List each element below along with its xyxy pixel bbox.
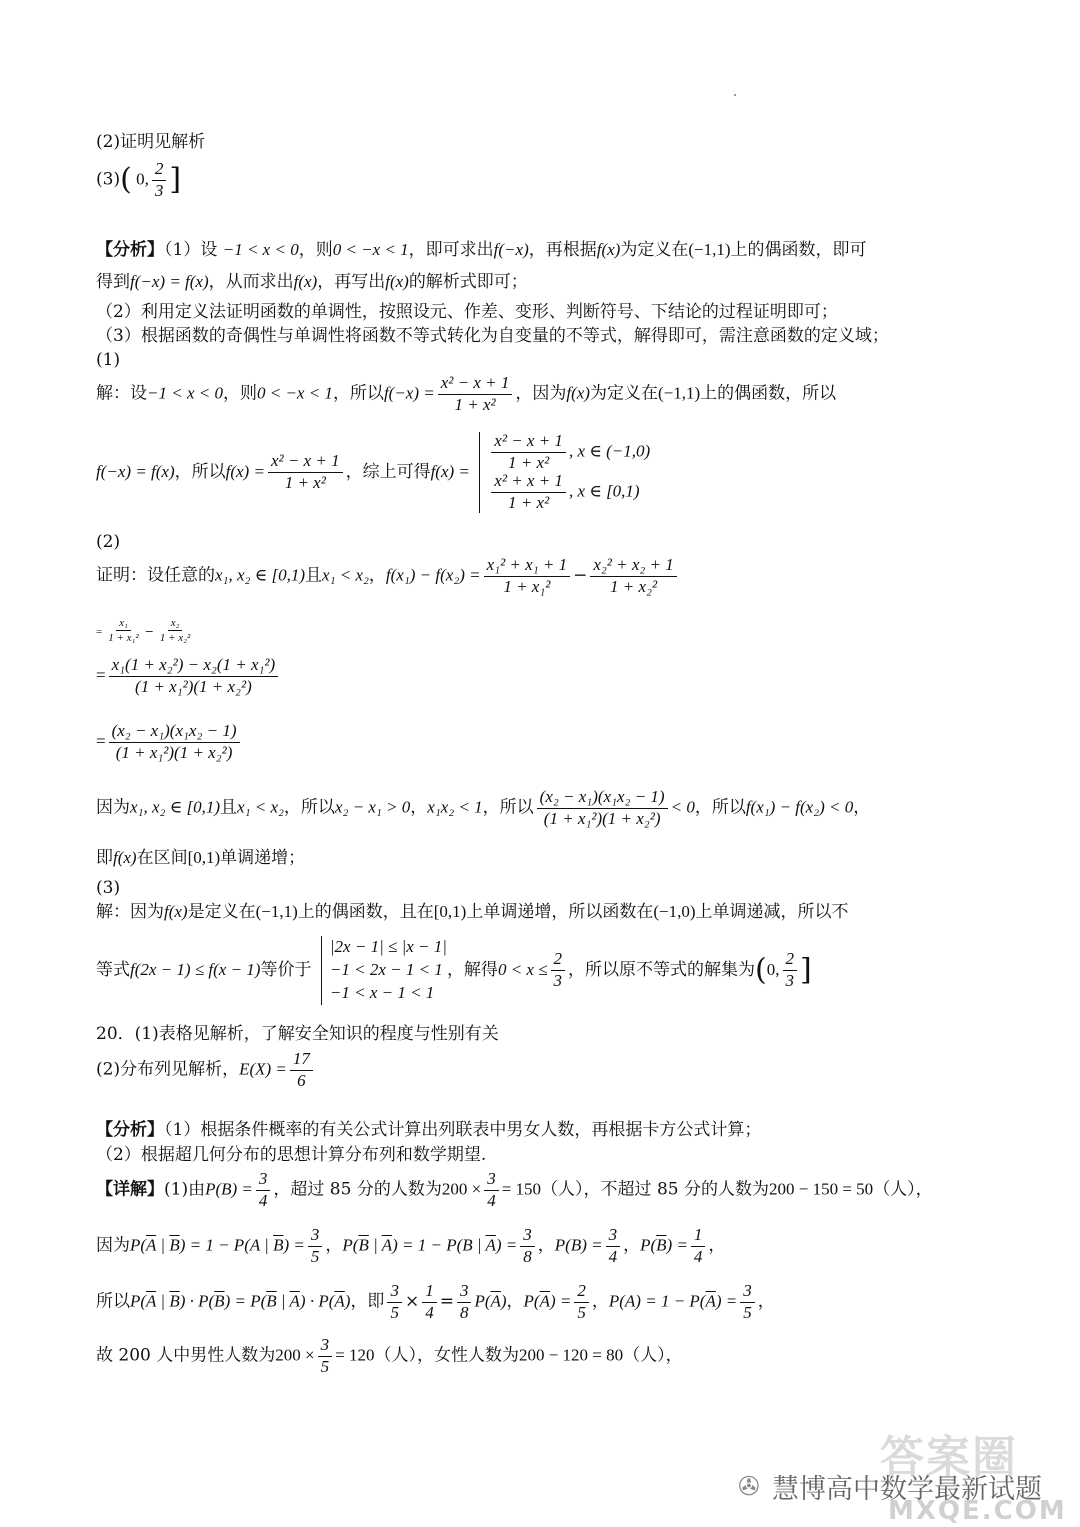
piecewise-brace: $\frac{\text{x² − x + 1}}{\text{1 + x²}}$ , x ∈ (−1,0) $\frac{\text{x² + x + 1}}{\text{1 + x²}}$ , x ∈ [0,1): [479, 432, 650, 513]
detail-20-line1: 【详解】(1)由P(B) = $\frac{3}{4}$ ，超过 85 分的人数为200 × $\frac{3}{4}$ = 150（人），不超过 85 分的人数为200 − 150 = 50（人），: [96, 1169, 933, 1210]
detail-20-line4: 故 200 人中男性人数为200 × $\frac{3}{5}$ = 120（人），女性人数为200 − 120 = 80（人），: [96, 1335, 683, 1376]
answer-20-part1: 20．(1)表格见解析，了解安全知识的程度与性别有关: [96, 1024, 499, 1044]
answer-19-part3: (3)( 0, $\frac{2}{3}$ ]: [96, 159, 182, 200]
answer-19-part2: (2)证明见解析: [96, 132, 206, 152]
analysis-19-line2: 得到f(−x) = f(x)，从而求出f(x)，再写出f(x)的解析式即可；: [96, 272, 528, 292]
analysis-20-line2: （2）根据超几何分布的思想计算分布列和数学期望.: [96, 1145, 487, 1165]
watermark: [738, 1432, 1068, 1526]
sol1-line2: f(−x) = f(x)，所以f(x) = $\frac{\text{x² − x + 1}}{\text{1 + x²}}$ ，综上可得f(x) = $\frac{\text{x² − x + 1}}{\text{1 + x²}}$ , x ∈ (−1,0) $\frac{\text{x² + x + 1}}{\text{1 + x²}}$ , x ∈ [0,1): [96, 431, 651, 513]
sol2-label: (2): [96, 532, 121, 552]
sol3-line1: 解：因为f(x)是定义在(−1,1)上的偶函数，且在[0,1)上单调递增，所以函数在(−1,0)上单调递减，所以不: [96, 902, 849, 922]
sol1-line1: 解：设−1 < x < 0，则0 < −x < 1，所以f(−x) = $\frac{\text{x² − x + 1}}{\text{1 + x²}}$ ，因为f(x)为定义在(−1,1)上的偶函数，所以: [96, 373, 837, 414]
sol3-line2: 等式f(2x − 1) ≤ f(x − 1)等价于 |2x − 1| ≤ |x − 1| −1 < 2x − 1 < 1 −1 < x − 1 < 1 ，解得0 < x ≤ $\frac{2}{3}$ ，所以原不等式的解集为(0, $\frac{2}{3}$ ]: [96, 936, 812, 1005]
analysis-20-line1: 【分析】（1）根据条件概率的有关公式计算出列联表中男女人数，再根据卡方公式计算；: [96, 1120, 762, 1140]
sol1-label: (1): [96, 350, 121, 370]
wechat-icon: ✇: [738, 1472, 760, 1502]
watermark-logo-text: 答案圈: [880, 1432, 1018, 1483]
sol3-label: (3): [96, 878, 121, 898]
detail-20-line2: 因为$P(\overline{A}$ | $\overline{B}) = 1 - P(A$ | $\overline{B}$) = $\frac{3}{5}$ ，$P(\overline{B}$ | $\overline{A}) = 1 - P(B$ | $\overline{A}$) = $\frac{3}{8}$ ，P(B) = $\frac{3}{4}$ ，$P(\overline{B})$ = $\frac{1}{4}$ ，: [96, 1225, 726, 1266]
sol2-step3: = $\frac{\text{(x₂ − x₁)(x₁x₂ − 1)}}{\text{(1 + x₁²)(1 + x₂²)}}$: [96, 722, 243, 762]
analysis-19-line4: （3）根据函数的奇偶性与单调性将函数不等式转化为自变量的不等式，解得即可，需注意函数的定义域；: [96, 326, 889, 346]
sol2-line1: 证明：设任意的x₁, x₂ ∈ [0,1)且x₁ < x₂，f(x₁) − f(x₂) = $\frac{\text{x₁² + x₁ + 1}}{\text{1 + x₁²}}$ − $\frac{\text{x₂² + x₂ + 1}}{\text{1 + x₂²}}$: [96, 556, 680, 596]
detail-20-line3: 所以$P(\overline{A}$ | $\overline{B}) \cdot P(\overline{B}) = P(\overline{B}$ | $\overline{A}) \cdot P(\overline{A})$，即 $\frac{3}{5}$ × $\frac{1}{4}$ = $\frac{3}{8}$ $P(\overline{A})$，$P(\overline{A})$ = $\frac{2}{5}$ ，$P(A) = 1 - P(\overline{A})$ = $\frac{3}{5}$ ，: [96, 1281, 775, 1322]
scan-dot: [734, 94, 736, 96]
sol2-step1: = $\frac{\text{x₁}}{\text{1 + x₁²}}$ − $\frac{\text{x₂}}{\text{1 + x₂²}}$: [96, 617, 191, 645]
watermark-account: 慧博高中数学最新试题: [772, 1474, 1042, 1505]
answer-20-part2: (2)分布列见解析，E(X) = $\frac{17}{6}$: [96, 1050, 316, 1090]
watermark-site: MXQE.COM: [888, 1496, 1067, 1526]
sol2-conclusion: 即f(x)在区间[0,1)单调递增；: [96, 848, 306, 868]
analysis-19-line1: 【分析】（1）设 −1 < x < 0，则0 < −x < 1，即可求出f(−x)，再根据f(x)为定义在(−1,1)上的偶函数，即可: [96, 240, 867, 260]
analysis-19-line3: （2）利用定义法证明函数的单调性，按照设元、作差、变形、判断符号、下结论的过程证明即可；: [96, 302, 838, 322]
sol2-line-because: 因为x₁, x₂ ∈ [0,1)且x₁ < x₂，所以x₂ − x₁ > 0，x₁x₂ < 1，所以 $\frac{\text{(x₂ − x₁)(x₁x₂ − 1)}}{\text{(1 + x₁²)(1 + x₂²)}}$ < 0，所以f(x₁) − f(x₂) < 0，: [96, 787, 871, 828]
sol2-step2: = $\frac{\text{x₁(1 + x₂²) − x₂(1 + x₁²)}}{\text{(1 + x₁²)(1 + x₂²)}}$: [96, 656, 281, 696]
system-brace: |2x − 1| ≤ |x − 1| −1 < 2x − 1 < 1 −1 < x − 1 < 1: [321, 936, 447, 1005]
